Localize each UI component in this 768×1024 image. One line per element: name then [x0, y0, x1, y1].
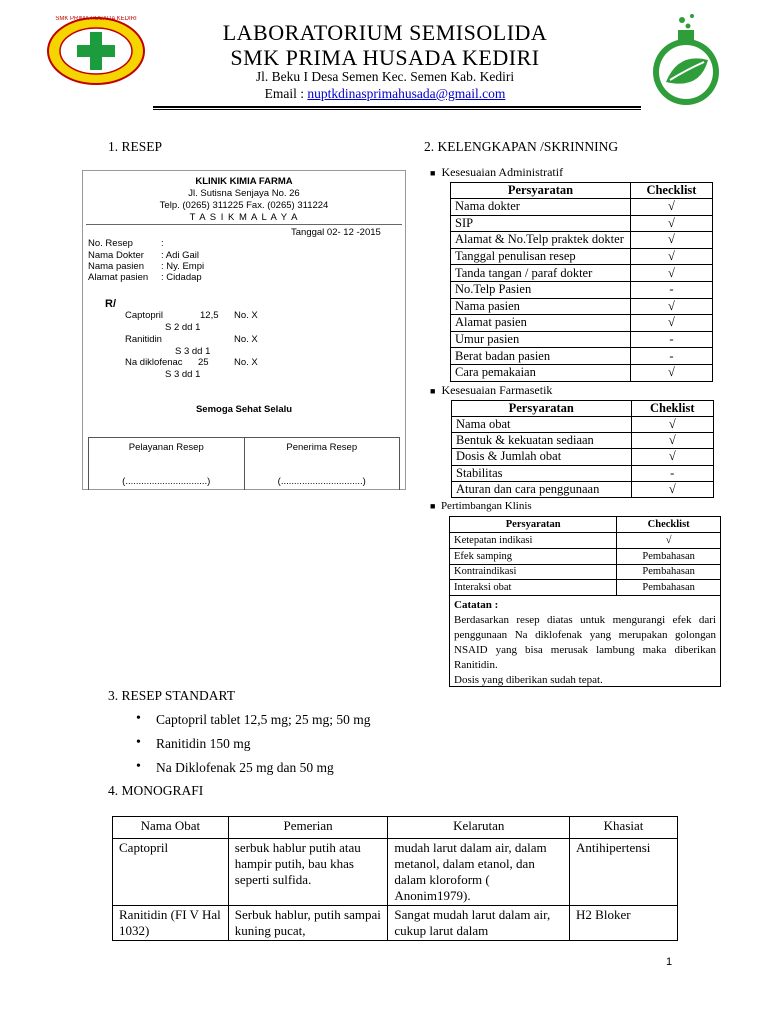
- table-cell: H2 Bloker: [570, 906, 678, 941]
- email-label: Email :: [264, 86, 308, 101]
- klinis-heading: Pertimbangan Klinis: [440, 500, 532, 512]
- item-sig: S 3 dd 1: [175, 346, 211, 357]
- check-cell: √: [630, 364, 712, 381]
- admin-table: [450, 182, 713, 382]
- prescription-footer: [88, 437, 400, 490]
- item-qty: No. X: [234, 357, 258, 368]
- clinic-name: KLINIK KIMIA FARMA: [195, 176, 293, 187]
- col-header: Pemerian: [228, 817, 388, 839]
- table-cell: Alamat pasien: [451, 315, 631, 332]
- section-standart: 3. RESEP STANDART: [108, 688, 235, 703]
- table-cell: Alamat & No.Telp praktek dokter: [451, 232, 631, 249]
- table-cell: Captopril: [113, 839, 229, 906]
- admin-heading-row: [430, 165, 563, 180]
- item-name: Ranitidin: [125, 334, 162, 345]
- col-header: Kelarutan: [388, 817, 570, 839]
- item-qty: No. X: [234, 310, 258, 321]
- item-dose: 12,5: [200, 310, 219, 321]
- check-cell: √: [630, 298, 712, 315]
- check-cell: Pembahasan: [617, 564, 721, 580]
- table-cell: Antihipertensi: [570, 839, 678, 906]
- check-cell: -: [630, 331, 712, 348]
- field-label: Nama Dokter: [88, 250, 144, 261]
- rx-mark: R/: [105, 298, 116, 310]
- check-cell: -: [630, 348, 712, 365]
- check-cell: √: [630, 199, 712, 216]
- farmasetik-table: [451, 400, 714, 498]
- col-header: Nama Obat: [113, 817, 229, 839]
- table-cell: Stabilitas: [452, 465, 632, 481]
- header-rule-thin: [153, 109, 641, 110]
- klinis-table: [449, 516, 721, 596]
- table-cell: Nama obat: [452, 417, 632, 433]
- table-cell: Aturan dan cara penggunaan: [452, 481, 632, 497]
- table-cell: Tanggal penulisan resep: [451, 248, 631, 265]
- note-body: Berdasarkan resep diatas untuk mengurangi efek dari penggunaan Na diklofenak yang merupakan golongan NSAID yang bisa merusak lambung maka diberikan Ranitidin.: [454, 614, 716, 671]
- list-item: • Captopril tablet 12,5 mg; 25 mg; 50 mg: [130, 712, 370, 736]
- prescription-card: [82, 170, 406, 490]
- table-cell: Kontraindikasi: [450, 564, 617, 580]
- field-value: :: [161, 238, 164, 249]
- check-cell: √: [630, 215, 712, 232]
- item-qty: No. X: [234, 334, 258, 345]
- col-header: Checklist: [617, 517, 721, 533]
- col-header: Persyaratan: [452, 401, 632, 417]
- check-cell: √: [631, 481, 713, 497]
- table-cell: Bentuk & kekuatan sediaan: [452, 433, 632, 449]
- check-cell: √: [630, 232, 712, 249]
- clinic-rule: [86, 224, 402, 225]
- prescription-date: Tanggal 02- 12 -2015: [291, 227, 381, 238]
- closing-text: Semoga Sehat Selalu: [195, 404, 293, 415]
- header-rule: [153, 106, 641, 108]
- check-cell: -: [630, 281, 712, 298]
- farmasetik-heading: Kesesuaian Farmasetik: [441, 383, 553, 397]
- square-bullet-icon: ■: [430, 501, 436, 511]
- footer-cell-right: [244, 438, 400, 490]
- col-header: Cheklist: [631, 401, 713, 417]
- note-body-dose: Dosis yang diberikan sudah tepat.: [454, 674, 603, 686]
- list-item: • Na Diklofenak 25 mg dan 50 mg: [130, 760, 370, 784]
- check-cell: Pembahasan: [617, 580, 721, 596]
- table-cell: Berat badan pasien: [451, 348, 631, 365]
- check-cell: √: [630, 315, 712, 332]
- logo-caption: SMK PRIMA HUSADA KEDIRI: [55, 16, 137, 22]
- section-kelengkapan: 2. KELENGKAPAN /SKRINNING: [424, 139, 619, 154]
- table-cell: Sangat mudah larut dalam air, cukup larut dalam: [388, 906, 570, 941]
- table-cell: Ketepatan indikasi: [450, 533, 617, 549]
- field-label: No. Resep: [88, 238, 133, 249]
- table-cell: No.Telp Pasien: [451, 281, 631, 298]
- field-value: : Adi Gail: [161, 250, 200, 261]
- signature-line: (...............................): [122, 476, 211, 487]
- table-cell: Serbuk hablur, putih sampai kuning pucat,: [228, 906, 388, 941]
- check-cell: √: [631, 417, 713, 433]
- table-cell: serbuk hablur putih atau hampir putih, bau khas seperti sulfida.: [228, 839, 388, 906]
- email-link[interactable]: nuptkdinasprimahusada@gmail.com: [307, 86, 506, 101]
- table-cell: Umur pasien: [451, 331, 631, 348]
- section-resep: 1. RESEP: [108, 139, 163, 154]
- clinic-phone: Telp. (0265) 311225 Fax. (0265) 311224: [159, 200, 329, 211]
- table-row: [113, 906, 678, 941]
- table-cell: Tanda tangan / paraf dokter: [451, 265, 631, 282]
- table-cell: SIP: [451, 215, 631, 232]
- table-cell: Efek samping: [450, 548, 617, 564]
- monograph-table: [112, 816, 678, 941]
- table-cell: Ranitidin (FI V Hal 1032): [113, 906, 229, 941]
- item-sig: S 2 dd 1: [165, 322, 201, 333]
- check-cell: √: [617, 533, 721, 549]
- field-value: : Ny. Empi: [161, 261, 205, 272]
- footer-label: Penerima Resep: [286, 442, 358, 453]
- item-dose: 25: [198, 357, 209, 368]
- admin-heading: Kesesuaian Administratif: [441, 165, 564, 179]
- table-cell: Interaksi obat: [450, 580, 617, 596]
- email-line: [150, 86, 620, 102]
- col-header: Persyaratan: [451, 183, 631, 199]
- col-header: Khasiat: [570, 817, 678, 839]
- check-cell: √: [630, 248, 712, 265]
- klinis-heading-row: [430, 500, 532, 512]
- check-cell: √: [631, 433, 713, 449]
- col-header: Checklist: [630, 183, 712, 199]
- check-cell: -: [631, 465, 713, 481]
- table-row: [113, 839, 678, 906]
- farmasetik-heading-row: [430, 383, 552, 398]
- field-value: : Cidadap: [161, 272, 202, 283]
- footer-label: Pelayanan Resep: [128, 442, 204, 453]
- table-cell: Dosis & Jumlah obat: [452, 449, 632, 465]
- clinic-street: Jl. Sutisna Senjaya No. 26: [188, 188, 300, 199]
- lab-flask-logo: [648, 12, 724, 108]
- check-cell: √: [630, 265, 712, 282]
- field-label: Nama pasien: [88, 261, 144, 272]
- page-number: 1: [666, 956, 673, 968]
- table-cell: mudah larut dalam air, dalam metanol, dalam etanol, dan dalam kloroform ( Anonim1979).: [388, 839, 570, 906]
- clinic-city: T A S I K M A L A Y A: [189, 212, 299, 223]
- school-address: Jl. Beku I Desa Semen Kec. Semen Kab. Kediri: [255, 69, 515, 84]
- check-cell: Pembahasan: [617, 548, 721, 564]
- footer-cell-left: [89, 438, 244, 490]
- item-name: Na diklofenac: [125, 357, 183, 368]
- item-sig: S 3 dd 1: [165, 369, 201, 380]
- school-title: SMK PRIMA HUSADA KEDIRI: [230, 45, 540, 70]
- standard-list: [130, 712, 370, 784]
- square-bullet-icon: ■: [430, 168, 436, 178]
- item-name: Captopril: [125, 310, 164, 321]
- field-label: Alamat pasien: [88, 272, 149, 283]
- table-cell: Cara pemakaian: [451, 364, 631, 381]
- section-monografi: 4. MONOGRAFI: [108, 783, 204, 798]
- list-item: • Ranitidin 150 mg: [130, 736, 370, 760]
- clinical-note-box: [449, 596, 721, 687]
- table-cell: Nama pasien: [451, 298, 631, 315]
- square-bullet-icon: ■: [430, 386, 436, 396]
- check-cell: √: [631, 449, 713, 465]
- col-header: Persyaratan: [450, 517, 617, 533]
- signature-line: (...............................): [277, 476, 366, 487]
- table-cell: Nama dokter: [451, 199, 631, 216]
- lab-title: LABORATORIUM SEMISOLIDA: [222, 20, 548, 45]
- note-title: Catatan :: [454, 599, 499, 611]
